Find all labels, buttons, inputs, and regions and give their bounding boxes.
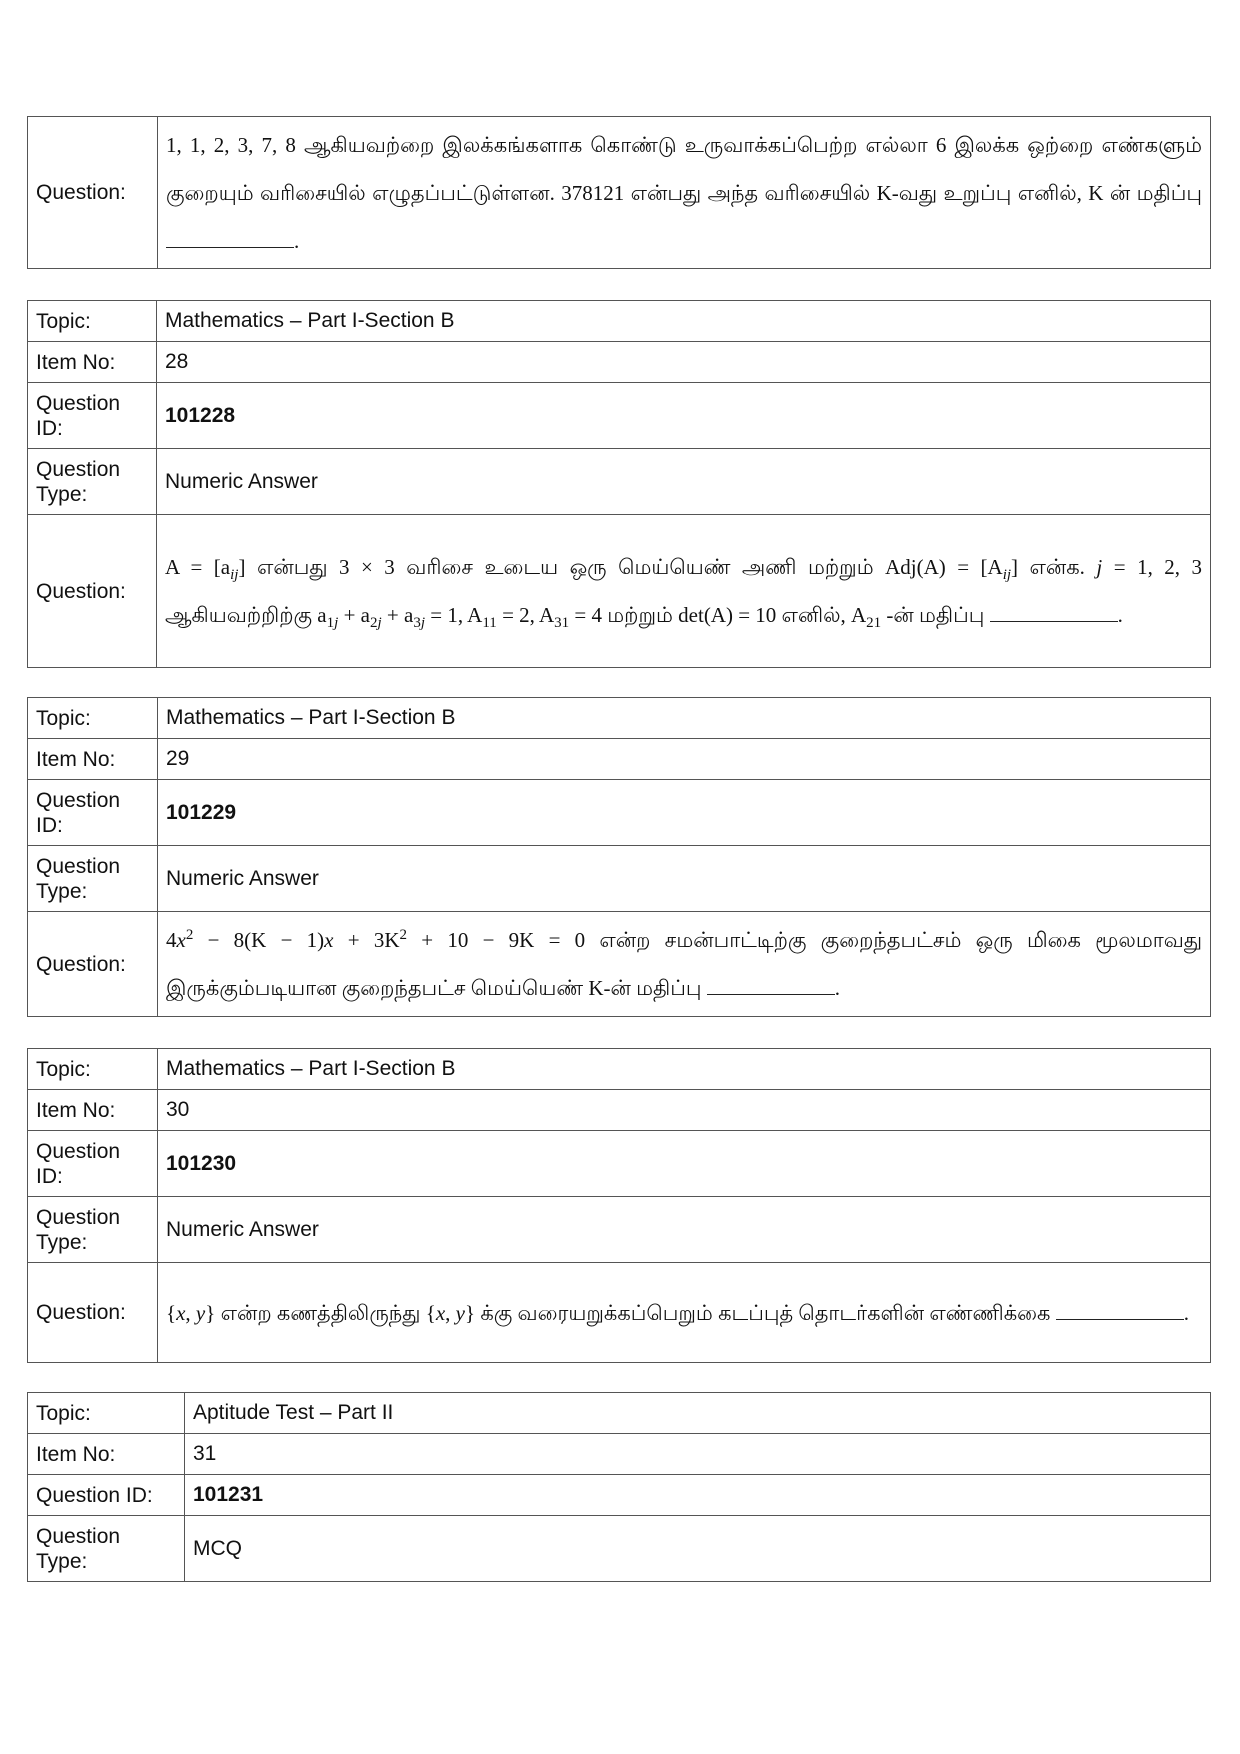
question-table-31 — [27, 1392, 1211, 1582]
question-id-row — [28, 1131, 1211, 1197]
question-row — [28, 515, 1211, 668]
question-text-part: . — [834, 976, 840, 1000]
item-no-row — [28, 739, 1211, 780]
item-no-row — [28, 1434, 1211, 1475]
question-text: $A = [a_{ij}]$ என்பது 3 × 3 வரிசை உடைய ஒரு மெய்யெண் அணி மற்றும் $Adj(A) = [A_{ij}]$ என்க. j = 1, 2, 3 ஆகியவற்றிற்கு $a_{1j} + a_{2j} + a_{3j} = 1$, $A_{11} = 2$, $A_{31} = 4$ மற்றும் det(A) = 10 எனில், $A_{21}$ -ன் மதிப்பு . — [157, 515, 1211, 668]
question-text-part: − 8(K − 1) — [207, 928, 325, 952]
topic-row — [28, 1049, 1211, 1090]
question-text-part: -ன் மதிப்பு — [886, 603, 990, 627]
topic-row — [28, 698, 1211, 739]
question-label: Question: — [28, 912, 158, 1017]
item-no-label: Item No: — [28, 1090, 158, 1131]
question-text-part: + 10 − 9K = 0 என்ற சமன்பாட்டிற்கு குறைந்தபட்சம் ஒரு மிகை மூலமாவது இருக்கும்படியான குறைந்தபட்ச மெய்யெண் K-ன் மதிப்பு — [166, 928, 1203, 1000]
question-id-value — [157, 383, 1211, 449]
question-label: Question: — [28, 117, 158, 269]
question-id-text: 101231 — [193, 1483, 264, 1506]
topic-label: Topic: — [28, 1393, 185, 1434]
question-row — [28, 912, 1211, 1017]
question-id-row — [28, 383, 1211, 449]
answer-blank — [1056, 1303, 1184, 1320]
question-text-part: . — [1183, 1300, 1189, 1325]
question-table-28 — [27, 300, 1211, 668]
question-text: $4x^2 - 8(K - 1)x + 3K^2 + 10 - 9K = 0$ என்ற சமன்பாட்டிற்கு குறைந்தபட்சம் ஒரு மிகை மூலமாவது இருக்கும்படியான குறைந்தபட்ச மெய்யெண் K-ன் மதிப்பு . — [158, 912, 1211, 1017]
question-text — [158, 117, 1211, 269]
question-text-part: ] என்க. — [1011, 555, 1085, 579]
item-no-row — [28, 342, 1211, 383]
question-text-part: 1, 1, 2, 3, 7, 8 ஆகியவற்றை இலக்கங்களாக கொண்டு உருவாக்கப்பெற்ற எல்லா 6 இலக்க ஒற்றை எண்களும் குறையும் வரிசையில் எழுதப்பட்டுள்ளன. 378121 என்பது அந்த வரிசையில் K-வது உறுப்பு எனில், K ன் மதிப்பு — [166, 132, 1202, 205]
question-id-value — [185, 1475, 1211, 1516]
question-label: Question: — [28, 515, 157, 668]
item-no-row — [28, 1090, 1211, 1131]
item-no-value: 28 — [157, 342, 1211, 383]
question-type-row — [28, 1516, 1211, 1582]
math-expression: {x, y} — [425, 1300, 476, 1325]
question-type-value: Numeric Answer — [158, 1197, 1211, 1263]
topic-value: Aptitude Test – Part II — [185, 1393, 1211, 1434]
question-text — [158, 1263, 1211, 1363]
question-text-part: = 2, A — [502, 603, 555, 627]
topic-value: Mathematics – Part I-Section B — [157, 301, 1211, 342]
question-text-part: என்பது 3 × 3 வரிசை உடைய ஒரு மெய்யெண் அணி மற்றும் Adj(A) = [A — [256, 555, 1003, 579]
question-table-0 — [27, 116, 1211, 269]
topic-label: Topic: — [28, 698, 158, 739]
math-expression: {x, y} — [166, 1300, 216, 1325]
question-text-part: க்கு வரையறுக்கப்பெறும் கடப்புத் தொடர்களின் எண்ணிக்கை — [480, 1300, 1056, 1325]
topic-row — [28, 301, 1211, 342]
question-id-text: 101229 — [166, 800, 237, 824]
question-id-value — [158, 780, 1211, 846]
question-id-text: 101228 — [165, 403, 236, 427]
question-table-30 — [27, 1048, 1211, 1363]
question-id-label: Question ID: — [28, 383, 157, 449]
question-text-part: . — [1117, 603, 1123, 627]
question-row — [28, 1263, 1211, 1363]
question-type-value: Numeric Answer — [157, 449, 1211, 515]
topic-label: Topic: — [28, 1049, 158, 1090]
question-type-label: Question Type: — [28, 1516, 185, 1582]
question-text-part: 4 — [166, 928, 177, 952]
question-id-row — [28, 780, 1211, 846]
question-type-value: Numeric Answer — [158, 846, 1211, 912]
question-text-part: என்ற கணத்திலிருந்து — [220, 1300, 421, 1325]
answer-blank — [707, 978, 835, 995]
topic-value: Mathematics – Part I-Section B — [158, 698, 1211, 739]
topic-row — [28, 1393, 1211, 1434]
question-text-part: = 1, 2, 3 ஆகியவற்றிற்கு a — [165, 555, 1203, 627]
question-table-29 — [27, 697, 1211, 1017]
item-no-value: 30 — [158, 1090, 1211, 1131]
question-row — [28, 117, 1211, 269]
question-type-row — [28, 846, 1211, 912]
question-type-label: Question Type: — [28, 1197, 158, 1263]
question-id-label: Question ID: — [28, 1131, 158, 1197]
item-no-label: Item No: — [28, 739, 158, 780]
question-id-value — [158, 1131, 1211, 1197]
question-text-part: = 1, A — [430, 603, 483, 627]
question-text-part: + 3K — [347, 928, 400, 952]
question-type-label: Question Type: — [28, 846, 158, 912]
question-label: Question: — [28, 1263, 158, 1363]
question-type-value: MCQ — [185, 1516, 1211, 1582]
question-id-label: Question ID: — [28, 780, 158, 846]
question-type-row — [28, 449, 1211, 515]
item-no-label: Item No: — [28, 342, 157, 383]
topic-label: Topic: — [28, 301, 157, 342]
question-text-part: = 4 மற்றும் det(A) = 10 எனில், A — [574, 603, 867, 627]
answer-blank — [166, 231, 294, 248]
question-type-row — [28, 1197, 1211, 1263]
item-no-label: Item No: — [28, 1434, 185, 1475]
answer-blank — [990, 605, 1118, 622]
topic-value: Mathematics – Part I-Section B — [158, 1049, 1211, 1090]
question-id-row — [28, 1475, 1211, 1516]
question-id-label: Question ID: — [28, 1475, 185, 1516]
question-text-part: . — [294, 228, 300, 253]
question-type-label: Question Type: — [28, 449, 157, 515]
item-no-value: 29 — [158, 739, 1211, 780]
math-expression: $A = [a_{ij}]$ — [165, 555, 246, 584]
question-id-text: 101230 — [166, 1151, 237, 1175]
item-no-value: 31 — [185, 1434, 1211, 1475]
